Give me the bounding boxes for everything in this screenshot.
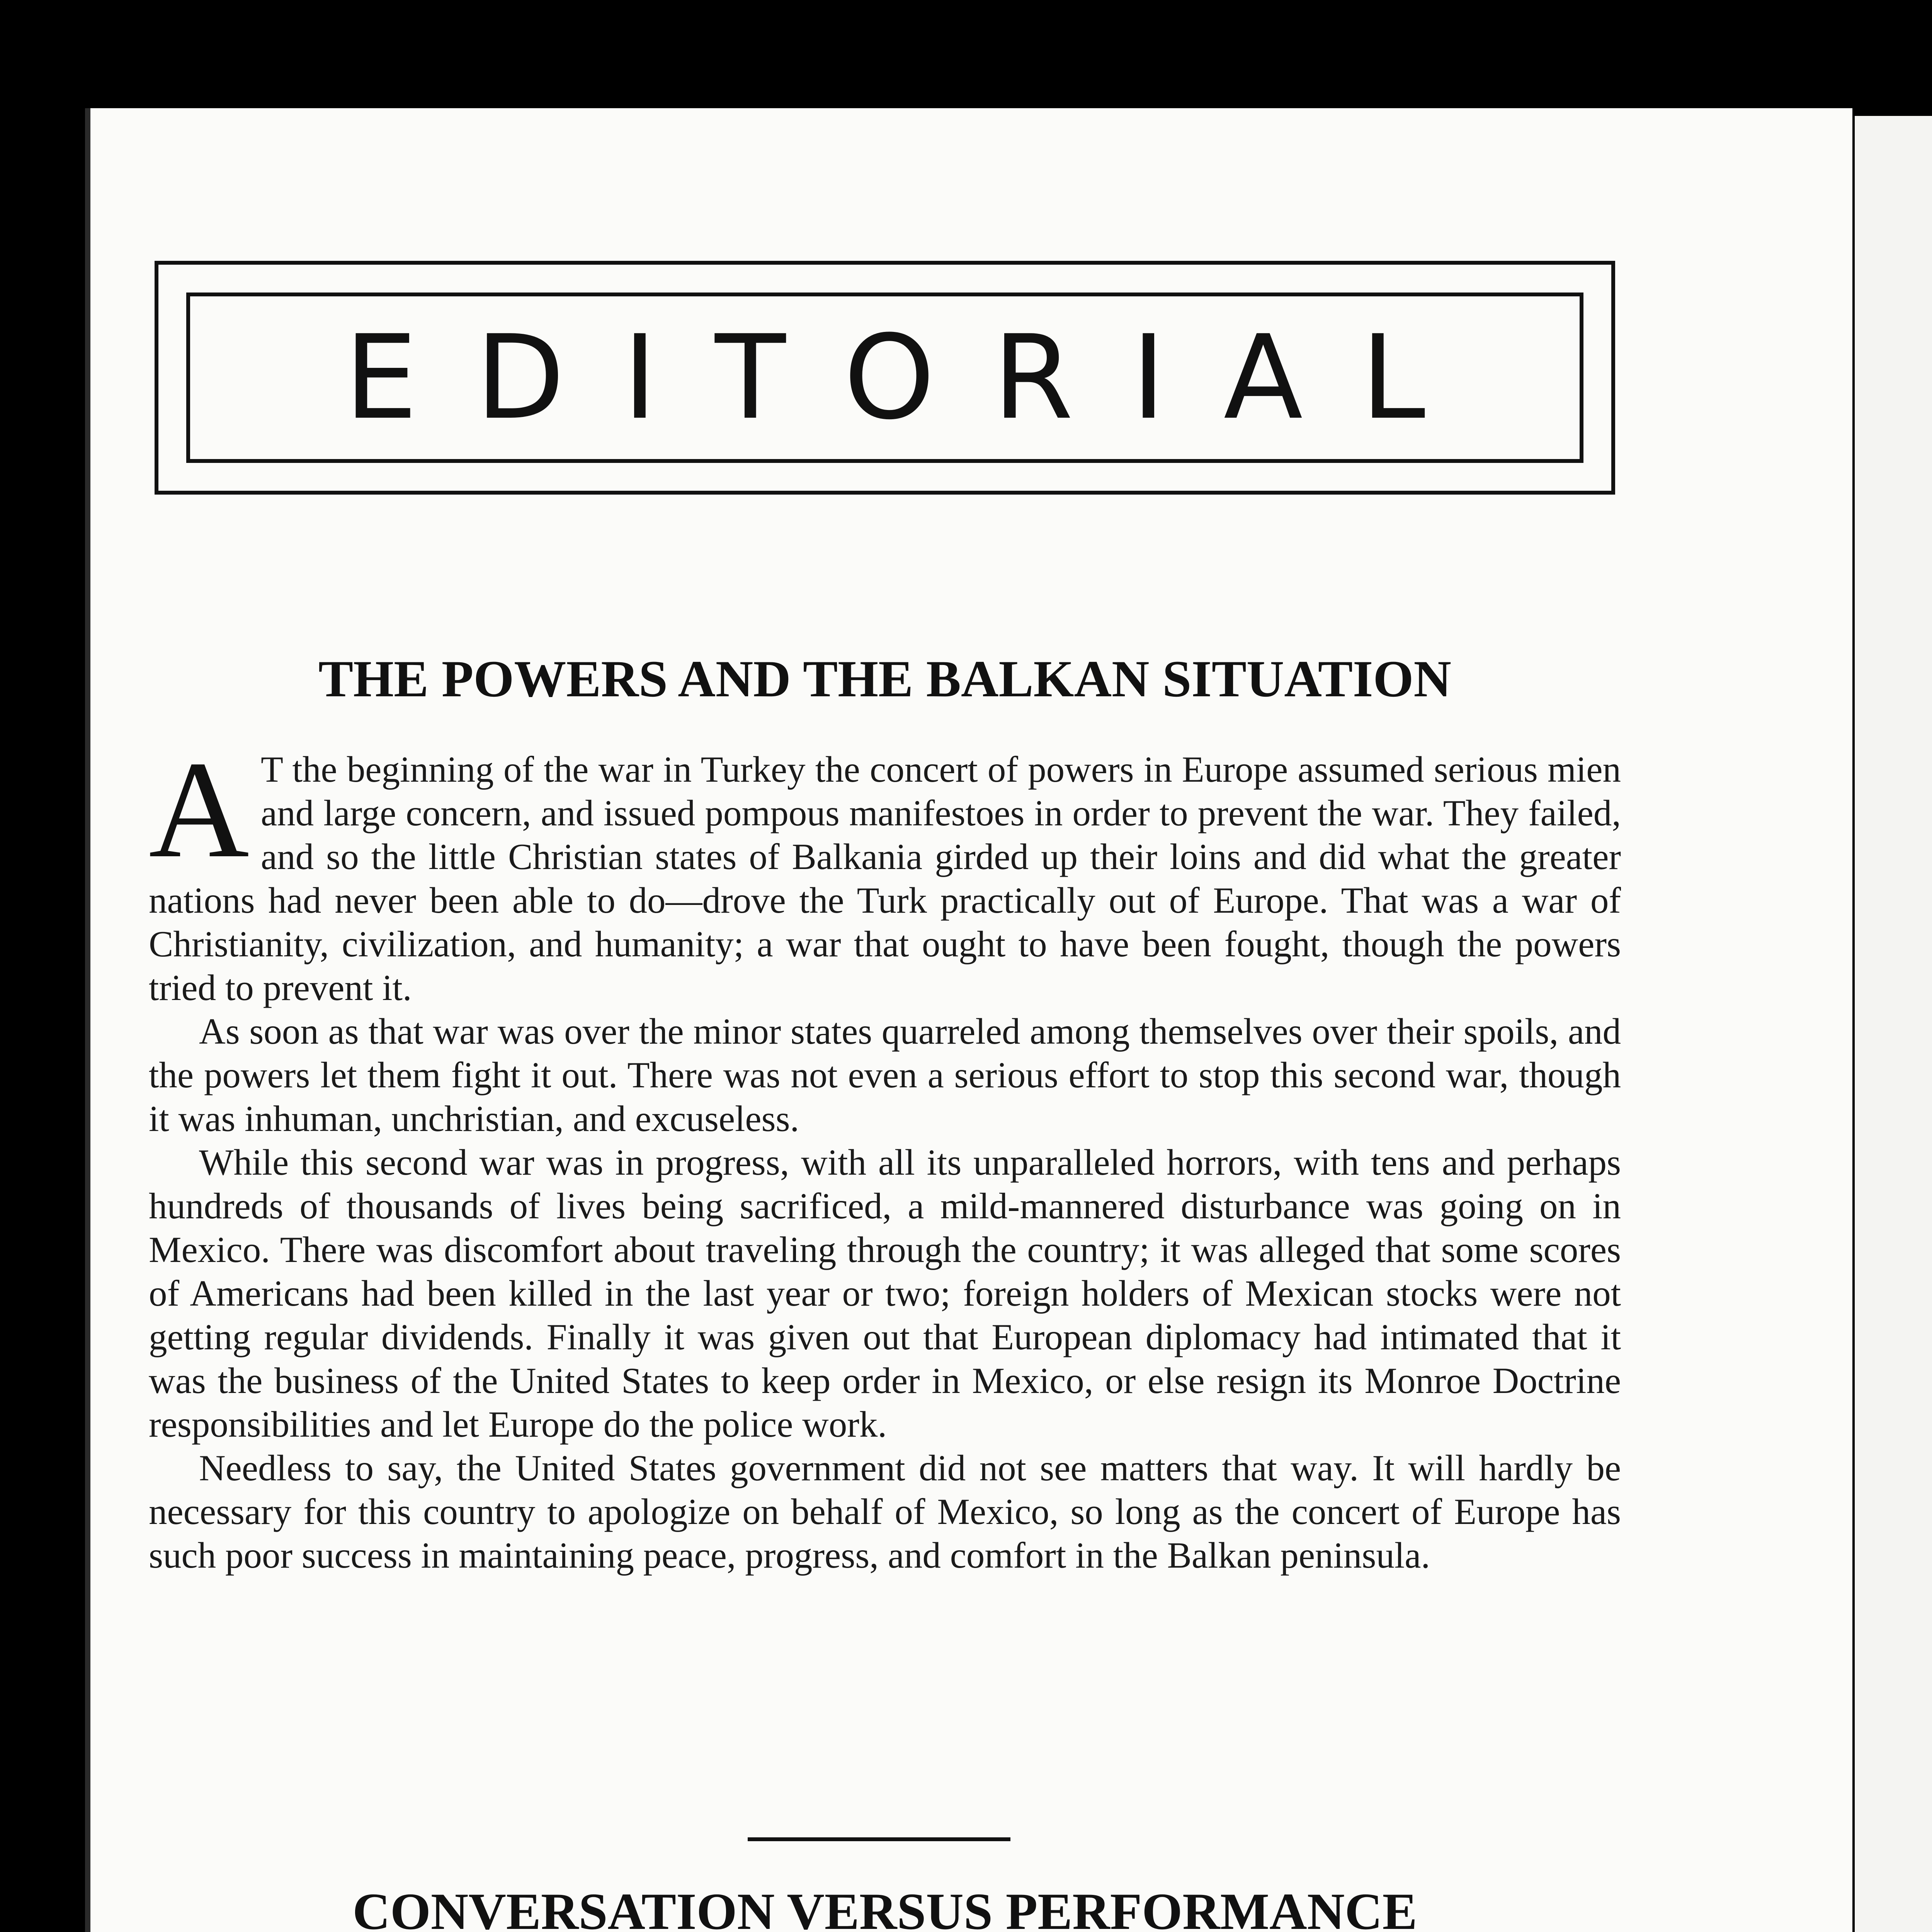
section-divider — [748, 1837, 1010, 1841]
masthead-inner-frame — [186, 293, 1583, 463]
article1-paragraph-text: T the beginning of the war in Turkey the concert of powers in Europe assumed serious mien and large concern, and issued pompous manifestoes in order to prevent the war. They failed, and so the little Christian states of Balkania girded up their loins and did what the greater nations had never been able to do—drove the Turk practically out of Europe. That was a war of Christianity, civilization, and humanity; a war that ought to have been fought, though the powers tried to prevent it. — [149, 749, 1621, 1008]
article2-headline: CONVERSATION VERSUS PERFORMANCE — [352, 1883, 1417, 1932]
article1-headline: THE POWERS AND THE BALKAN SITUATION — [318, 650, 1451, 708]
article1-paragraph — [149, 732, 1621, 1010]
facing-page-edge — [1855, 116, 1932, 1932]
article1-paragraph: Needless to say, the United States government did not see matters that way. It will hardly be necessary for this country to apologize on behalf of Mexico, so long as the concert of Europe has such poor success in maintaining peace, progress, and comfort in the Balkan peninsula. — [149, 1447, 1621, 1576]
article1-paragraph: As soon as that war was over the minor states quarreled among themselves over their spoils, and the powers let them fight it out. There was not even a serious effort to stop this second war, though it was inhuman, unchristian, and excuseless. — [149, 1011, 1621, 1139]
article1-dropcap: A — [149, 732, 249, 886]
masthead-frame — [155, 261, 1615, 495]
masthead-title: EDITORIAL — [344, 310, 1483, 445]
article1-paragraph: While this second war was in progress, with all its unparalleled horrors, with tens and perhaps hundreds of thousands of lives being sacrificed, a mild-mannered disturbance was going on in Mexico. There was discomfort about traveling through the country; it was alleged that some scores of Americans had been killed in the last year or two; foreign holders of Mexican stocks were not getting regular dividends. Finally it was given out that European diplomacy had intimated that it was the business of the United States to keep order in Mexico, or else resign its Monroe Doctrine responsibilities and let Europe do the police work. — [149, 1142, 1621, 1445]
article1-body — [149, 732, 1621, 1577]
